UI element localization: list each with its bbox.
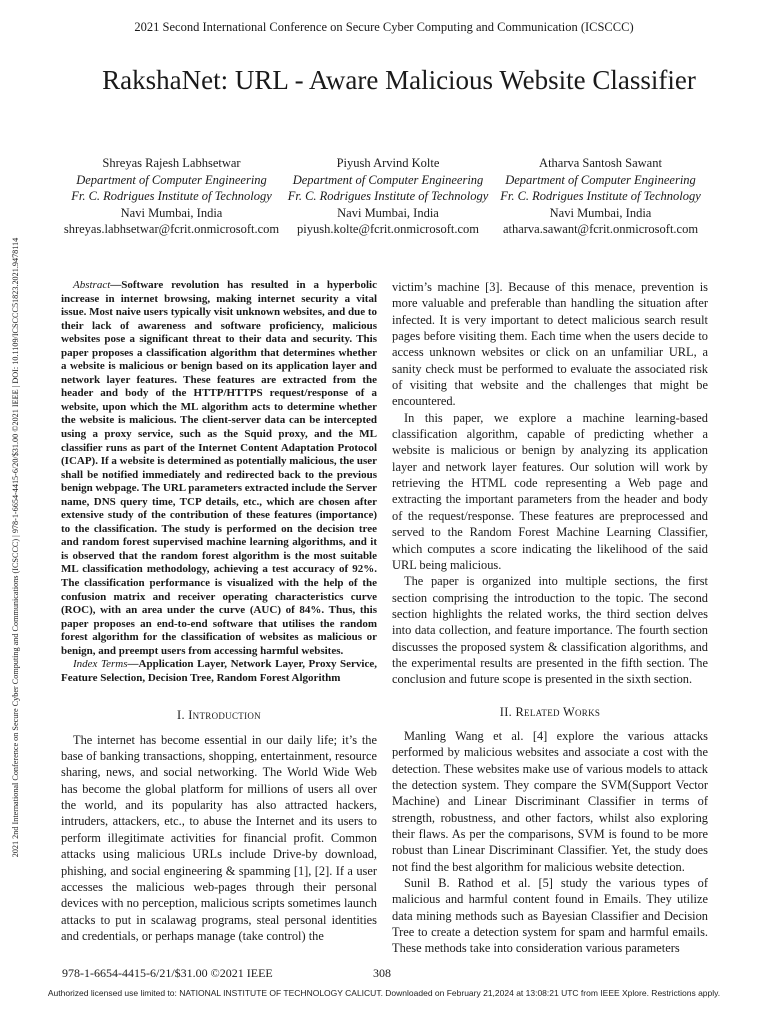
author-institute: Fr. C. Rodrigues Institute of Technology (287, 189, 489, 203)
abstract (61, 279, 377, 658)
intro-paragraph-continued: victim’s machine [3]. Because of this menace, prevention is more valuable and preferable than handling the situation after infected. It is very important to detect malicious search result pages before visiting them. Each time when the users decide to access unknown websites or click on an unfamiliar URL, a sanity check must be performed to evaluate the associated risk of visiting that website and the challenges that might be encountered. (392, 280, 708, 409)
index-terms-text: —Application Layer, Network Layer, Proxy Service, Feature Selection, Decision Tree, Random Forest Algorithm (61, 658, 377, 684)
author-block (493, 155, 708, 238)
author-institute: Fr. C. Rodrigues Institute of Technology (500, 189, 701, 203)
author-location: Navi Mumbai, India (549, 205, 652, 220)
side-metadata-text: 2021 2nd International Conference on Secure Cyber Computing and Communications (ICSCCC) | 978-1-6654-4415-6/20/$31.00 ©2021 IEEE | DOI: 10.1109/ICSCCC51823.2021.9478114 (11, 237, 20, 858)
abstract-text: —Software revolution has resulted in a hyperbolic increase in internet browsing, making internet security a vital issue. Most naive users typically visit unknown websites, and due to their lack of awareness and software proficiency, malicious websites pose a significant threat to their data and security. This paper proposes a classification algorithm that determines whether a website is malicious or benign based on its application layer and network layer features. These features are extracted from the header and body of the HTTP/HTTPS request/response of a website, upon which the ML algorithm acts to determine whether the website is malicious. The client-server data can be intercepted using a proxy service, such as the Squid proxy, and the ML classifier runs as part of the Internet Content Adaptation Protocol (ICAP). If a website is determined as potentially malicious, the user shall be notified immediately and redirected back to the previous benign webpage. The URL parameters extracted include the Server name, DNS query time, TCP details, etc., which are chosen after extensive study of the contribution of these features (importance) to the classification. The study is performed on the decision tree and random forest supervised machine learning algorithms, and it is observed that the random forest algorithm is the most suitable ML classification methodology, achieving a test accuracy of 92%. The classification performance is visualized with the help of the confusion matrix and receiver operating characteristics curve (ROC), with an area under the curve (AUC) of 84%. Thus, this paper proposes an end-to-end software that utilises the random forest algorithm for the classification of websites as malicious or benign, and preempt users from accessing harmful websites. (61, 279, 378, 657)
page-number: 308 (373, 966, 391, 980)
author-email: shreyas.labhsetwar@fcrit.onmicrosoft.com (63, 222, 280, 236)
intro-paragraph: The paper is organized into multiple sections, the first section comprising the introduction to the topic. The second section highlights the related works, the third section delves into data collection, and feature importance. The fourth section discusses the proposed system & classification algorithms, and the experimental results are presented in the fifth section. The conclusion and future scope is presented in the sixth section. (392, 574, 708, 687)
author-location: Navi Mumbai, India (120, 205, 223, 220)
section-heading-introduction (61, 707, 377, 723)
index-terms (61, 658, 377, 685)
index-terms-label: Index Terms (73, 658, 128, 671)
side-metadata-strip (11, 120, 23, 975)
section-number: II. (499, 704, 516, 719)
abstract-label: Abstract (73, 279, 111, 291)
paper-title: RakshaNet: URL - Aware Malicious Website Classifier (102, 65, 696, 95)
author-email: piyush.kolte@fcrit.onmicrosoft.com (297, 222, 479, 236)
author-name: Shreyas Rajesh Labhsetwar (102, 156, 241, 170)
author-institute: Fr. C. Rodrigues Institute of Technology (71, 189, 272, 203)
author-block (60, 155, 283, 238)
intro-paragraph: In this paper, we explore a machine learning-based classification algorithm, capable of predicting whether a website is malicious or benign by analyzing its application layer and network layer features. Our solution will work by retrieving the HTML code representing a Web page and extracting the important parameters from the header and body of the request/response. These features are preprocessed and served to the Random Forest Machine Learning Classifier, which computes a score indicating the likelihood of the said URL being malicious. (392, 410, 708, 572)
related-paragraph: Manling Wang et al. [4] explore the various attacks performed by malicious websites and associate a cost with the detection. These websites make use of various models to attack the detection system. They compare the SVM(Support Vector Machine) and Linear Discriminant Classifier in terms of strength, robustness, and other factors, whilst also exploring their flaws. As per the comparisons, SVM is found to be more robust than Linear Discriminant Classifier. Yet, the study does not find the best algorithm for malicious website detection. (392, 728, 708, 874)
author-department: Department of Computer Engineering (76, 172, 267, 187)
author-block (283, 155, 493, 238)
author-name: Atharva Santosh Sawant (539, 156, 662, 170)
license-notice: Authorized licensed use limited to: NATIONAL INSTITUTE OF TECHNOLOGY CALICUT. Downloaded on February 21,2024 at 13:08:21 UTC from IEEE Xplore. Restrictions apply. (47, 988, 721, 998)
author-department: Department of Computer Engineering (505, 172, 696, 187)
right-column (392, 279, 708, 957)
related-paragraph: Sunil B. Rathod et al. [5] study the various types of malicious and harmful content found in Emails. They utilize data mining methods such as Bayesian Classifier and Decision Tree to create a detection system for spam and harmful emails. These methods take into consideration various parameters (392, 876, 708, 956)
left-column (61, 279, 377, 944)
section-title: Related Works (515, 704, 601, 719)
section-heading-related-works (392, 704, 708, 720)
intro-paragraph: The internet has become essential in our daily life; it’s the base of banking transactions, shopping, entertainment, resource sharing, news, and social networking. The World Wide Web has become the global platform for millions of users all over the world, and its popularity has also attracted hackers, intruders, attackers, etc., to abuse the Internet and its users to perform illegitimate activities for financial profit. Common attacks using malicious URLs include Drive-by download, phishing, and social engineering & spamming [1], [2]. If a user accesses the malicious web-pages through their personal devices with no perception, malicious scripts sometimes launch attacks to put in scalawag programs, steal personal identities and credentials, or perhaps manage (take control) the (61, 732, 377, 943)
section-title: Introduction (188, 708, 261, 723)
conference-header: 2021 Second International Conference on Secure Cyber Computing and Communication (ICSCCC) (134, 20, 634, 34)
author-name: Piyush Arvind Kolte (336, 156, 440, 170)
section-number: I. (177, 708, 189, 723)
author-email: atharva.sawant@fcrit.onmicrosoft.com (502, 222, 699, 236)
footer-isbn: 978-1-6654-4415-6/21/$31.00 ©2021 IEEE (62, 966, 273, 980)
author-location: Navi Mumbai, India (337, 205, 439, 220)
author-department: Department of Computer Engineering (292, 172, 484, 187)
